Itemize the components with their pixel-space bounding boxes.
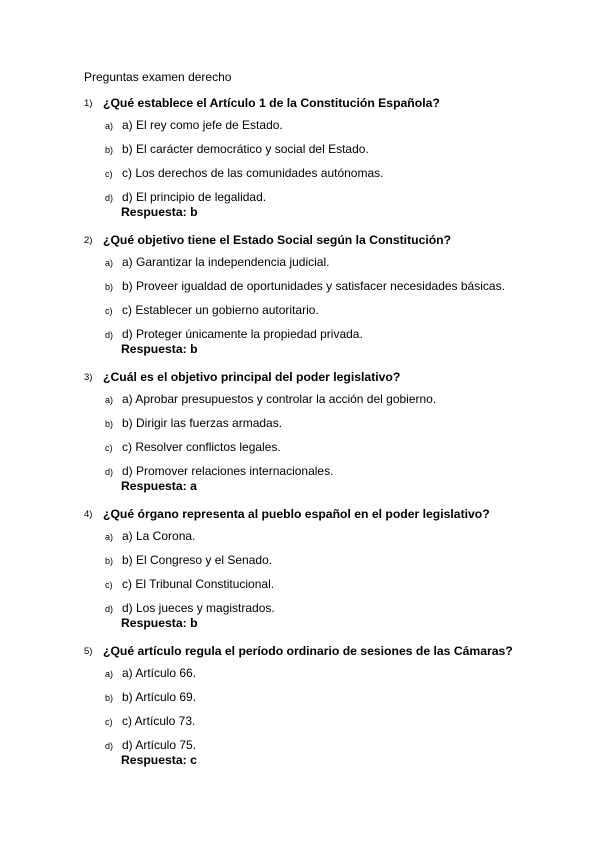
- option-text: d) Los jueces y magistrados.: [122, 601, 275, 615]
- option-text: a) La Corona.: [122, 529, 196, 543]
- option-item: [84, 166, 584, 190]
- option-letter: b): [105, 556, 114, 566]
- option-letter: b): [105, 282, 114, 292]
- option-text: c) Establecer un gobierno autoritario.: [122, 303, 319, 317]
- option-text: b) Dirigir las fuerzas armadas.: [122, 416, 283, 430]
- option-letter: a): [105, 669, 114, 679]
- answer-line: Respuesta: b: [121, 205, 198, 219]
- option-item: [84, 303, 584, 327]
- question-text: ¿Qué órgano representa al pueblo español en el poder legislativo?: [103, 507, 490, 521]
- option-text: b) Artículo 69.: [122, 690, 197, 704]
- option-letter: d): [105, 604, 114, 614]
- option-letter: c): [105, 169, 113, 179]
- question-header: [84, 233, 584, 249]
- question-text: ¿Qué objetivo tiene el Estado Social según la Constitución?: [103, 233, 452, 247]
- option-letter: c): [105, 306, 113, 316]
- option-letter: d): [105, 741, 114, 751]
- option-item: [84, 440, 584, 464]
- option-text: a) Aprobar presupuestos y controlar la acción del gobierno.: [122, 392, 437, 406]
- option-item: [84, 601, 584, 616]
- option-letter: c): [105, 717, 113, 727]
- option-text: b) El Congreso y el Senado.: [122, 553, 273, 567]
- option-list: [84, 118, 584, 205]
- answer-line: Respuesta: b: [121, 342, 198, 356]
- option-item: [84, 577, 584, 601]
- option-text: d) Artículo 75.: [122, 738, 197, 752]
- option-letter: c): [105, 443, 113, 453]
- option-list: [84, 666, 584, 753]
- question-block: [84, 507, 584, 631]
- answer-line: Respuesta: b: [121, 616, 198, 630]
- option-letter: d): [105, 330, 114, 340]
- option-text: c) El Tribunal Constitucional.: [122, 577, 275, 591]
- question-number: 3): [84, 372, 93, 383]
- option-text: b) El carácter democrático y social del Estado.: [122, 142, 369, 156]
- option-text: c) Los derechos de las comunidades autónomas.: [122, 166, 384, 180]
- option-list: [84, 392, 584, 479]
- answer-line: Respuesta: a: [121, 479, 197, 493]
- question-number: 2): [84, 235, 93, 246]
- option-item: [84, 327, 584, 342]
- question-block: [84, 96, 584, 220]
- option-item: [84, 392, 584, 416]
- question-text: ¿Qué artículo regula el período ordinario de sesiones de las Cámaras?: [103, 644, 513, 658]
- option-text: d) El principio de legalidad.: [122, 190, 267, 204]
- option-letter: a): [105, 121, 114, 131]
- option-letter: a): [105, 395, 114, 405]
- option-text: c) Resolver conflictos legales.: [122, 440, 281, 454]
- option-letter: b): [105, 145, 114, 155]
- option-text: a) Artículo 66.: [122, 666, 197, 680]
- option-item: [84, 416, 584, 440]
- option-text: c) Artículo 73.: [122, 714, 196, 728]
- option-item: [84, 738, 584, 753]
- question-number: 1): [84, 98, 93, 109]
- option-item: [84, 690, 584, 714]
- option-text: b) Proveer igualdad de oportunidades y satisfacer necesidades básicas.: [122, 279, 505, 293]
- question-block: [84, 233, 584, 357]
- option-text: d) Proteger únicamente la propiedad privada.: [122, 327, 363, 341]
- question-header: [84, 644, 584, 660]
- option-item: [84, 190, 584, 205]
- question-number: 5): [84, 646, 93, 657]
- option-letter: a): [105, 258, 114, 268]
- option-item: [84, 464, 584, 479]
- option-item: [84, 142, 584, 166]
- question-header: [84, 370, 584, 386]
- option-text: d) Promover relaciones internacionales.: [122, 464, 334, 478]
- question-header: [84, 96, 584, 112]
- question-header: [84, 507, 584, 523]
- question-text: ¿Qué establece el Artículo 1 de la Constitución Española?: [103, 96, 440, 110]
- question-block: [84, 644, 584, 768]
- option-item: [84, 118, 584, 142]
- option-item: [84, 279, 584, 303]
- answer-line: Respuesta: c: [121, 753, 197, 767]
- option-letter: a): [105, 532, 114, 542]
- option-item: [84, 553, 584, 577]
- option-letter: d): [105, 193, 114, 203]
- option-item: [84, 529, 584, 553]
- option-list: [84, 529, 584, 616]
- option-item: [84, 666, 584, 690]
- question-text: ¿Cuál es el objetivo principal del poder legislativo?: [103, 370, 401, 384]
- option-letter: b): [105, 693, 114, 703]
- option-letter: b): [105, 419, 114, 429]
- option-list: [84, 255, 584, 342]
- option-item: [84, 714, 584, 738]
- option-letter: c): [105, 580, 113, 590]
- option-text: a) Garantizar la independencia judicial.: [122, 255, 330, 269]
- question-block: [84, 370, 584, 494]
- question-number: 4): [84, 509, 93, 520]
- option-item: [84, 255, 584, 279]
- option-text: a) El rey como jefe de Estado.: [122, 118, 283, 132]
- option-letter: d): [105, 467, 114, 477]
- document-title: Preguntas examen derecho: [84, 70, 232, 84]
